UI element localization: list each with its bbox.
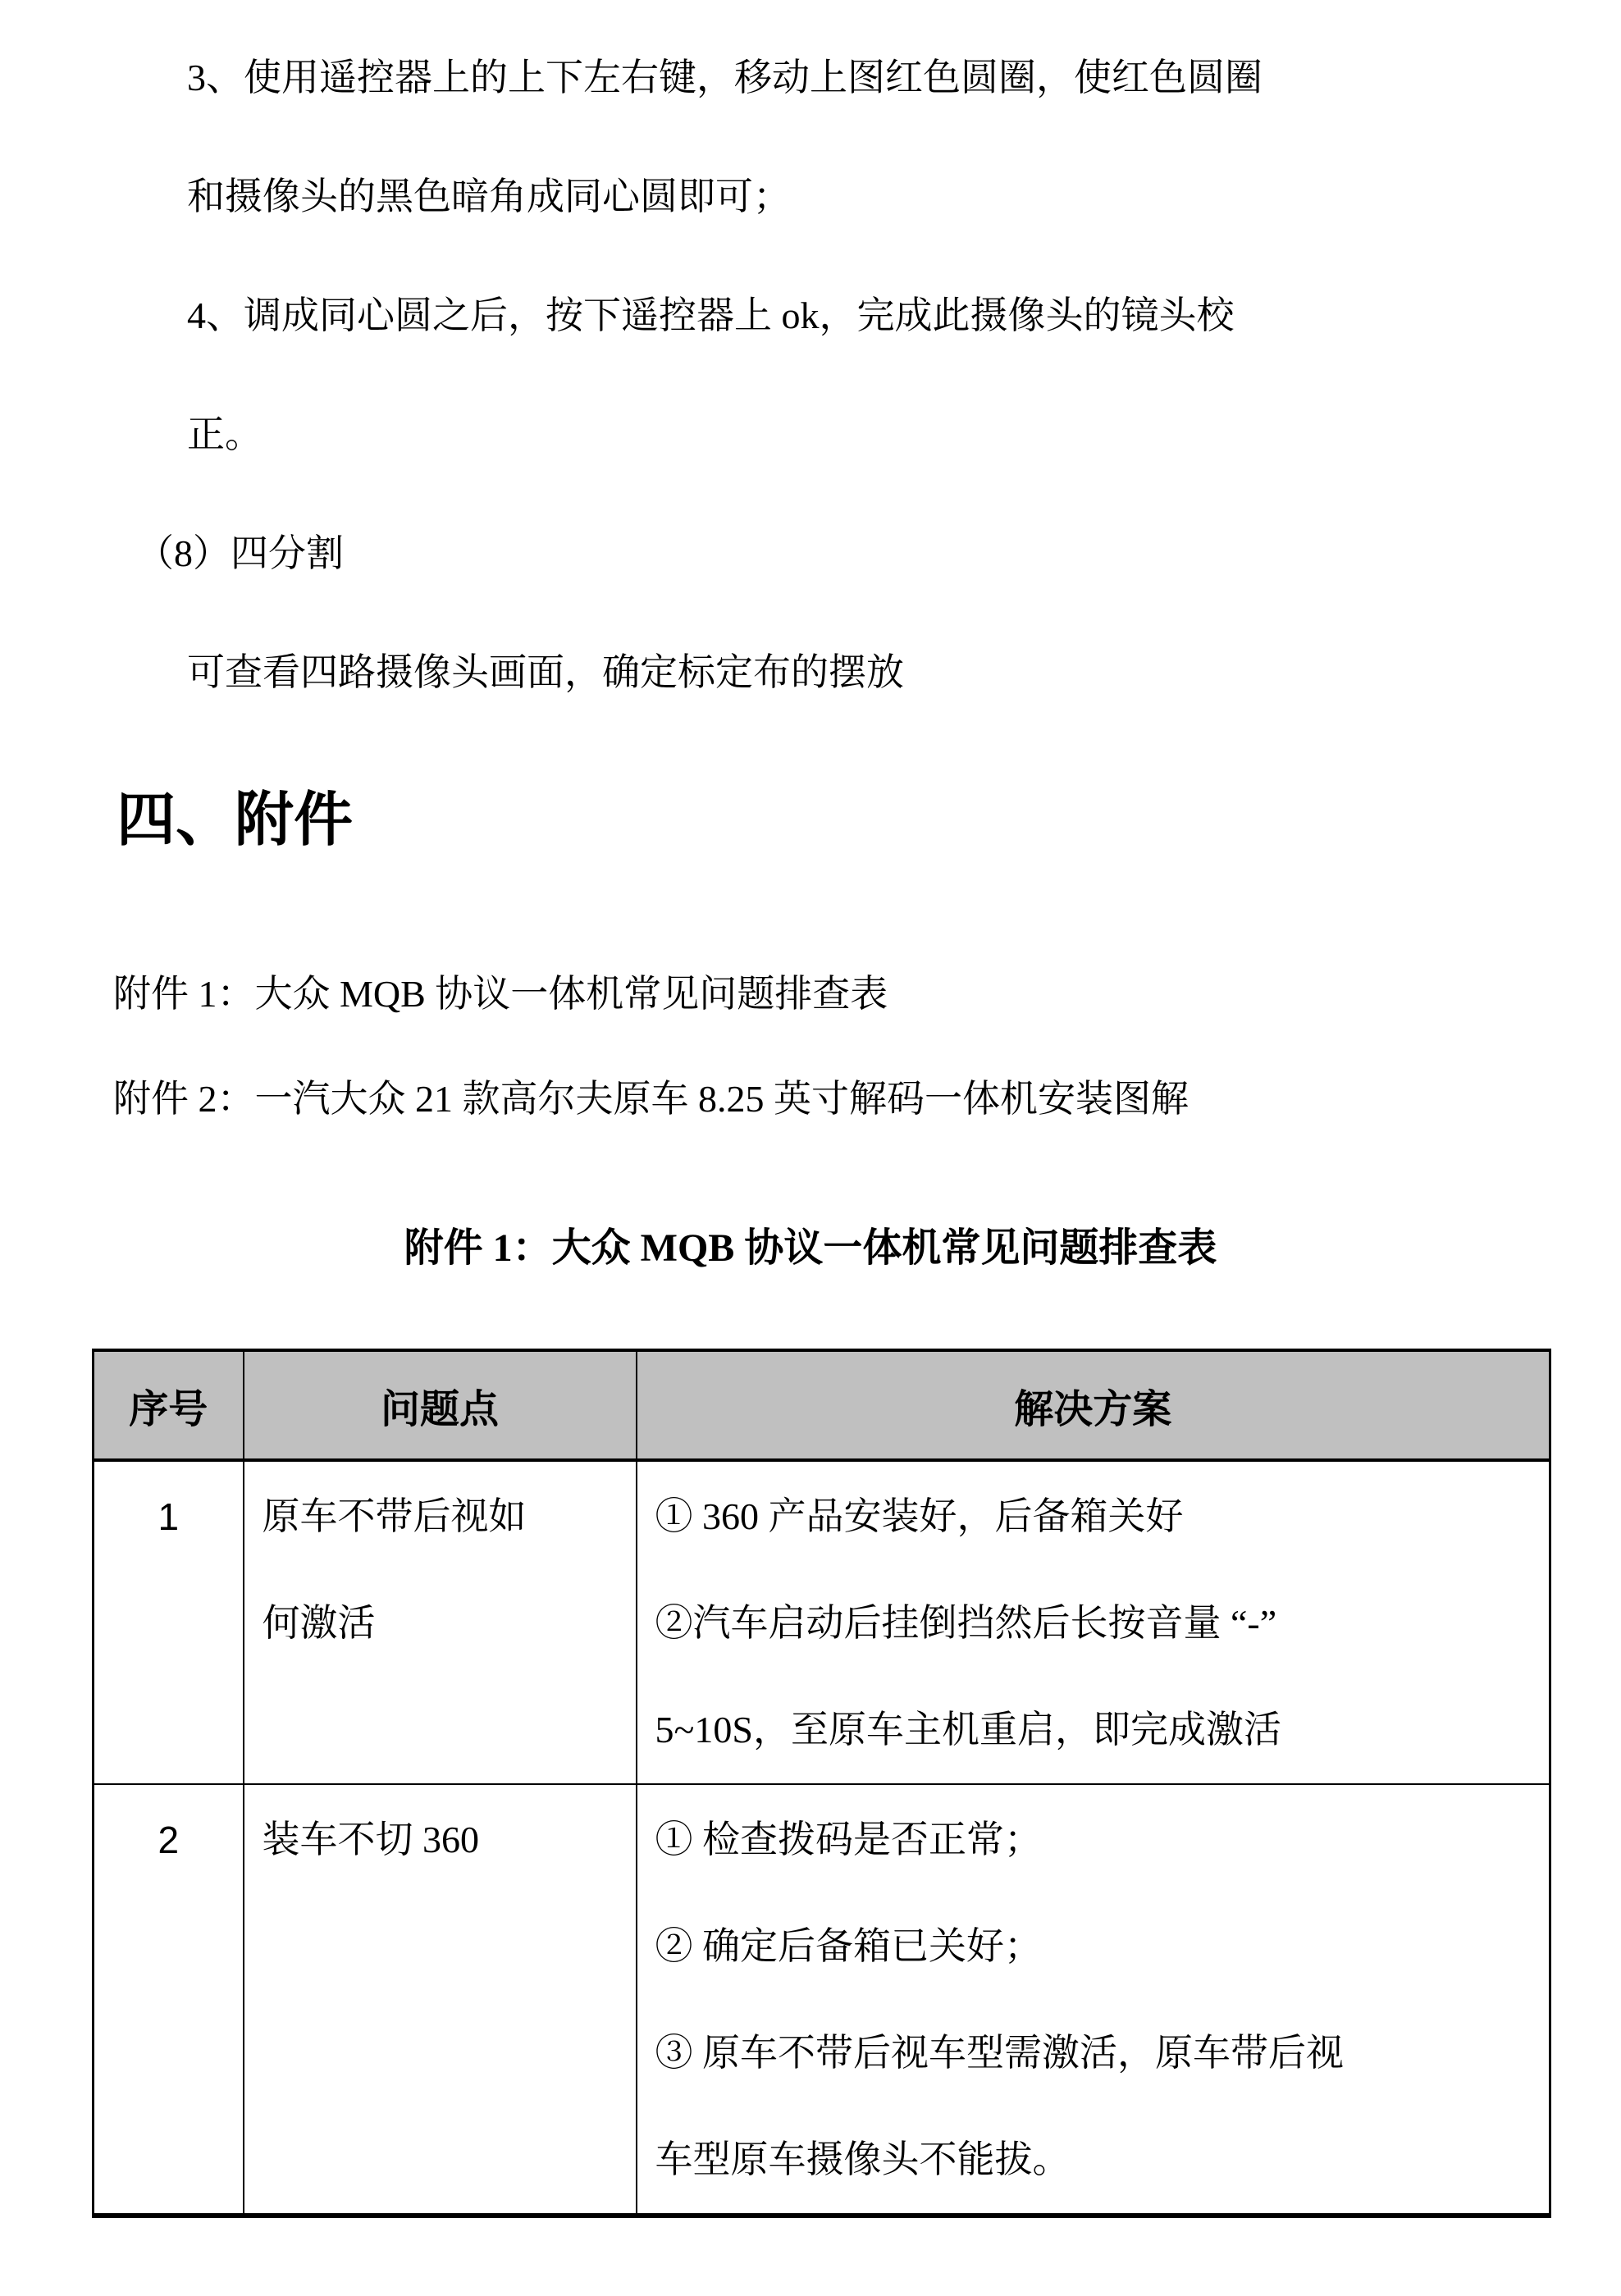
table-row xyxy=(94,1784,1550,2216)
section-heading-attachments: 四、附件 xyxy=(116,787,354,853)
step-4-line-2: 正。 xyxy=(187,413,263,455)
step-4-line-1: 4、调成同心圆之后，按下遥控器上 ok，完成此摄像头的镜头校 xyxy=(187,294,1235,336)
row1-problem-line: 原车不带后视如 xyxy=(262,1495,527,1537)
row2-solution-cell xyxy=(637,1784,1550,2216)
header-cell-index: 序号 xyxy=(94,1350,244,1460)
table-row xyxy=(94,1460,1550,1784)
row1-problem-cell xyxy=(244,1460,637,1784)
table-header-row xyxy=(94,1350,1550,1460)
row2-solution-line: 车型原车摄像头不能拔。 xyxy=(655,2139,1071,2180)
subsection-8-body: 可查看四路摄像头画面，确定标定布的摆放 xyxy=(187,651,904,693)
row1-index: 1 xyxy=(158,1495,180,1538)
header-cell-problem: 问题点 xyxy=(244,1350,637,1460)
row1-solution-line: ① 360 产品安装好，后备箱关好 xyxy=(655,1495,1184,1537)
issue-table xyxy=(92,1349,1551,2218)
table-title: 附件 1：大众 MQB 协议一体机常见问题排查表 xyxy=(404,1226,1217,1270)
row2-index: 2 xyxy=(158,1819,180,1861)
row1-solution-line: 5~10S，至原车主机重启，即完成激活 xyxy=(655,1709,1281,1751)
attachment-1-entry: 附件 1：大众 MQB 协议一体机常见问题排查表 xyxy=(113,973,888,1015)
subsection-8-heading: （8）四分割 xyxy=(136,532,344,574)
attachment-2-entry: 附件 2：一汽大众 21 款高尔夫原车 8.25 英寸解码一体机安装图解 xyxy=(113,1078,1189,1120)
row2-index-cell xyxy=(94,1784,244,2216)
step-3-line-1: 3、使用遥控器上的上下左右键，移动上图红色圆圈，使红色圆圈 xyxy=(187,57,1263,98)
row1-solution-cell xyxy=(637,1460,1550,1784)
row2-solution-line: ② 确定后备箱已关好； xyxy=(655,1925,1042,1967)
row1-problem-line: 何激活 xyxy=(262,1602,376,1644)
row2-problem-cell xyxy=(244,1784,637,2216)
row2-problem-line: 装车不切 360 xyxy=(262,1819,479,1860)
attachment-list xyxy=(0,942,1621,1152)
row2-solution-line: ① 检查拨码是否正常； xyxy=(655,1819,1042,1860)
row1-solution-line: ②汽车启动后挂倒挡然后长按音量 “-” xyxy=(655,1602,1277,1644)
step-3-line-2: 和摄像头的黑色暗角成同心圆即可； xyxy=(187,176,791,217)
header-cell-solution: 解决方案 xyxy=(637,1350,1550,1460)
row2-solution-line: ③ 原车不带后视车型需激活，原车带后视 xyxy=(655,2032,1344,2074)
row1-index-cell xyxy=(94,1460,244,1784)
